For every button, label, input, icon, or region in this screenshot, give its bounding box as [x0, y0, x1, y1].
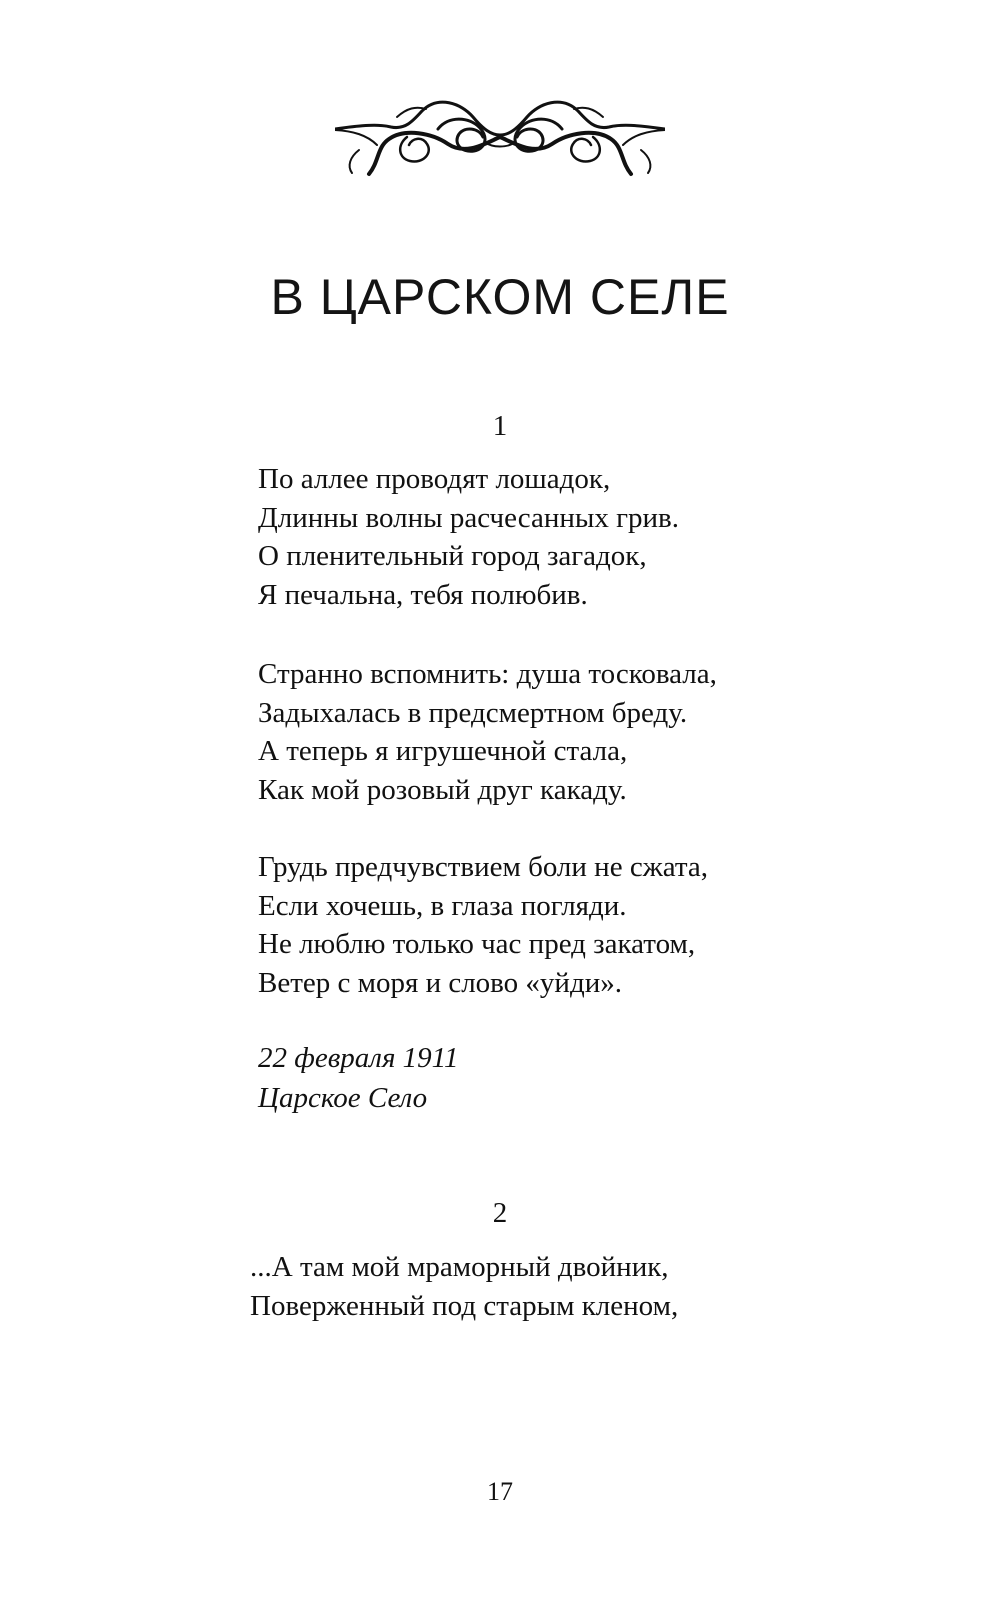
verse-line: По аллее проводят лошадок,: [258, 463, 611, 495]
verse-line: ...А там мой мраморный двойник,: [250, 1251, 669, 1283]
verse-line: А теперь я игрушечной стала,: [258, 735, 628, 767]
verse-line: Я печальна, тебя полюбив.: [258, 578, 588, 611]
verse-line: Задыхалась в предсмертном бреду.: [258, 696, 688, 729]
poem-place: Царское Село: [258, 1082, 428, 1114]
verse-line: Длинны волны расчесанных грив.: [258, 501, 679, 534]
section-2-stanza-1: [250, 1248, 950, 1325]
verse-line: Поверженный под старым кленом,: [250, 1289, 679, 1322]
flourish-ornament-icon: [335, 95, 665, 183]
verse-line: О пленительный город загадок,: [258, 540, 647, 572]
verse-line: Ветер с моря и слово «уйди».: [258, 966, 622, 999]
stanza-1: [258, 460, 958, 614]
verse-line: Если хочешь, в глаза погляди.: [258, 889, 627, 922]
poem-dateline: [258, 1038, 459, 1118]
verse-line: Странно вспомнить: душа тосковала,: [258, 658, 717, 690]
poem-title: В ЦАРСКОМ СЕЛЕ: [270, 269, 730, 325]
verse-line: Как мой розовый друг какаду.: [258, 773, 627, 806]
poem-date: 22 февраля 1911: [258, 1042, 459, 1074]
verse-line: Грудь предчувствием боли не сжата,: [258, 851, 708, 883]
page-number: 17: [487, 1477, 513, 1506]
verse-line: Не люблю только час пред закатом,: [258, 928, 696, 960]
stanza-3: [258, 848, 958, 1002]
section-number-1: 1: [492, 410, 508, 442]
section-number-2: 2: [492, 1197, 508, 1229]
stanza-2: [258, 655, 958, 809]
